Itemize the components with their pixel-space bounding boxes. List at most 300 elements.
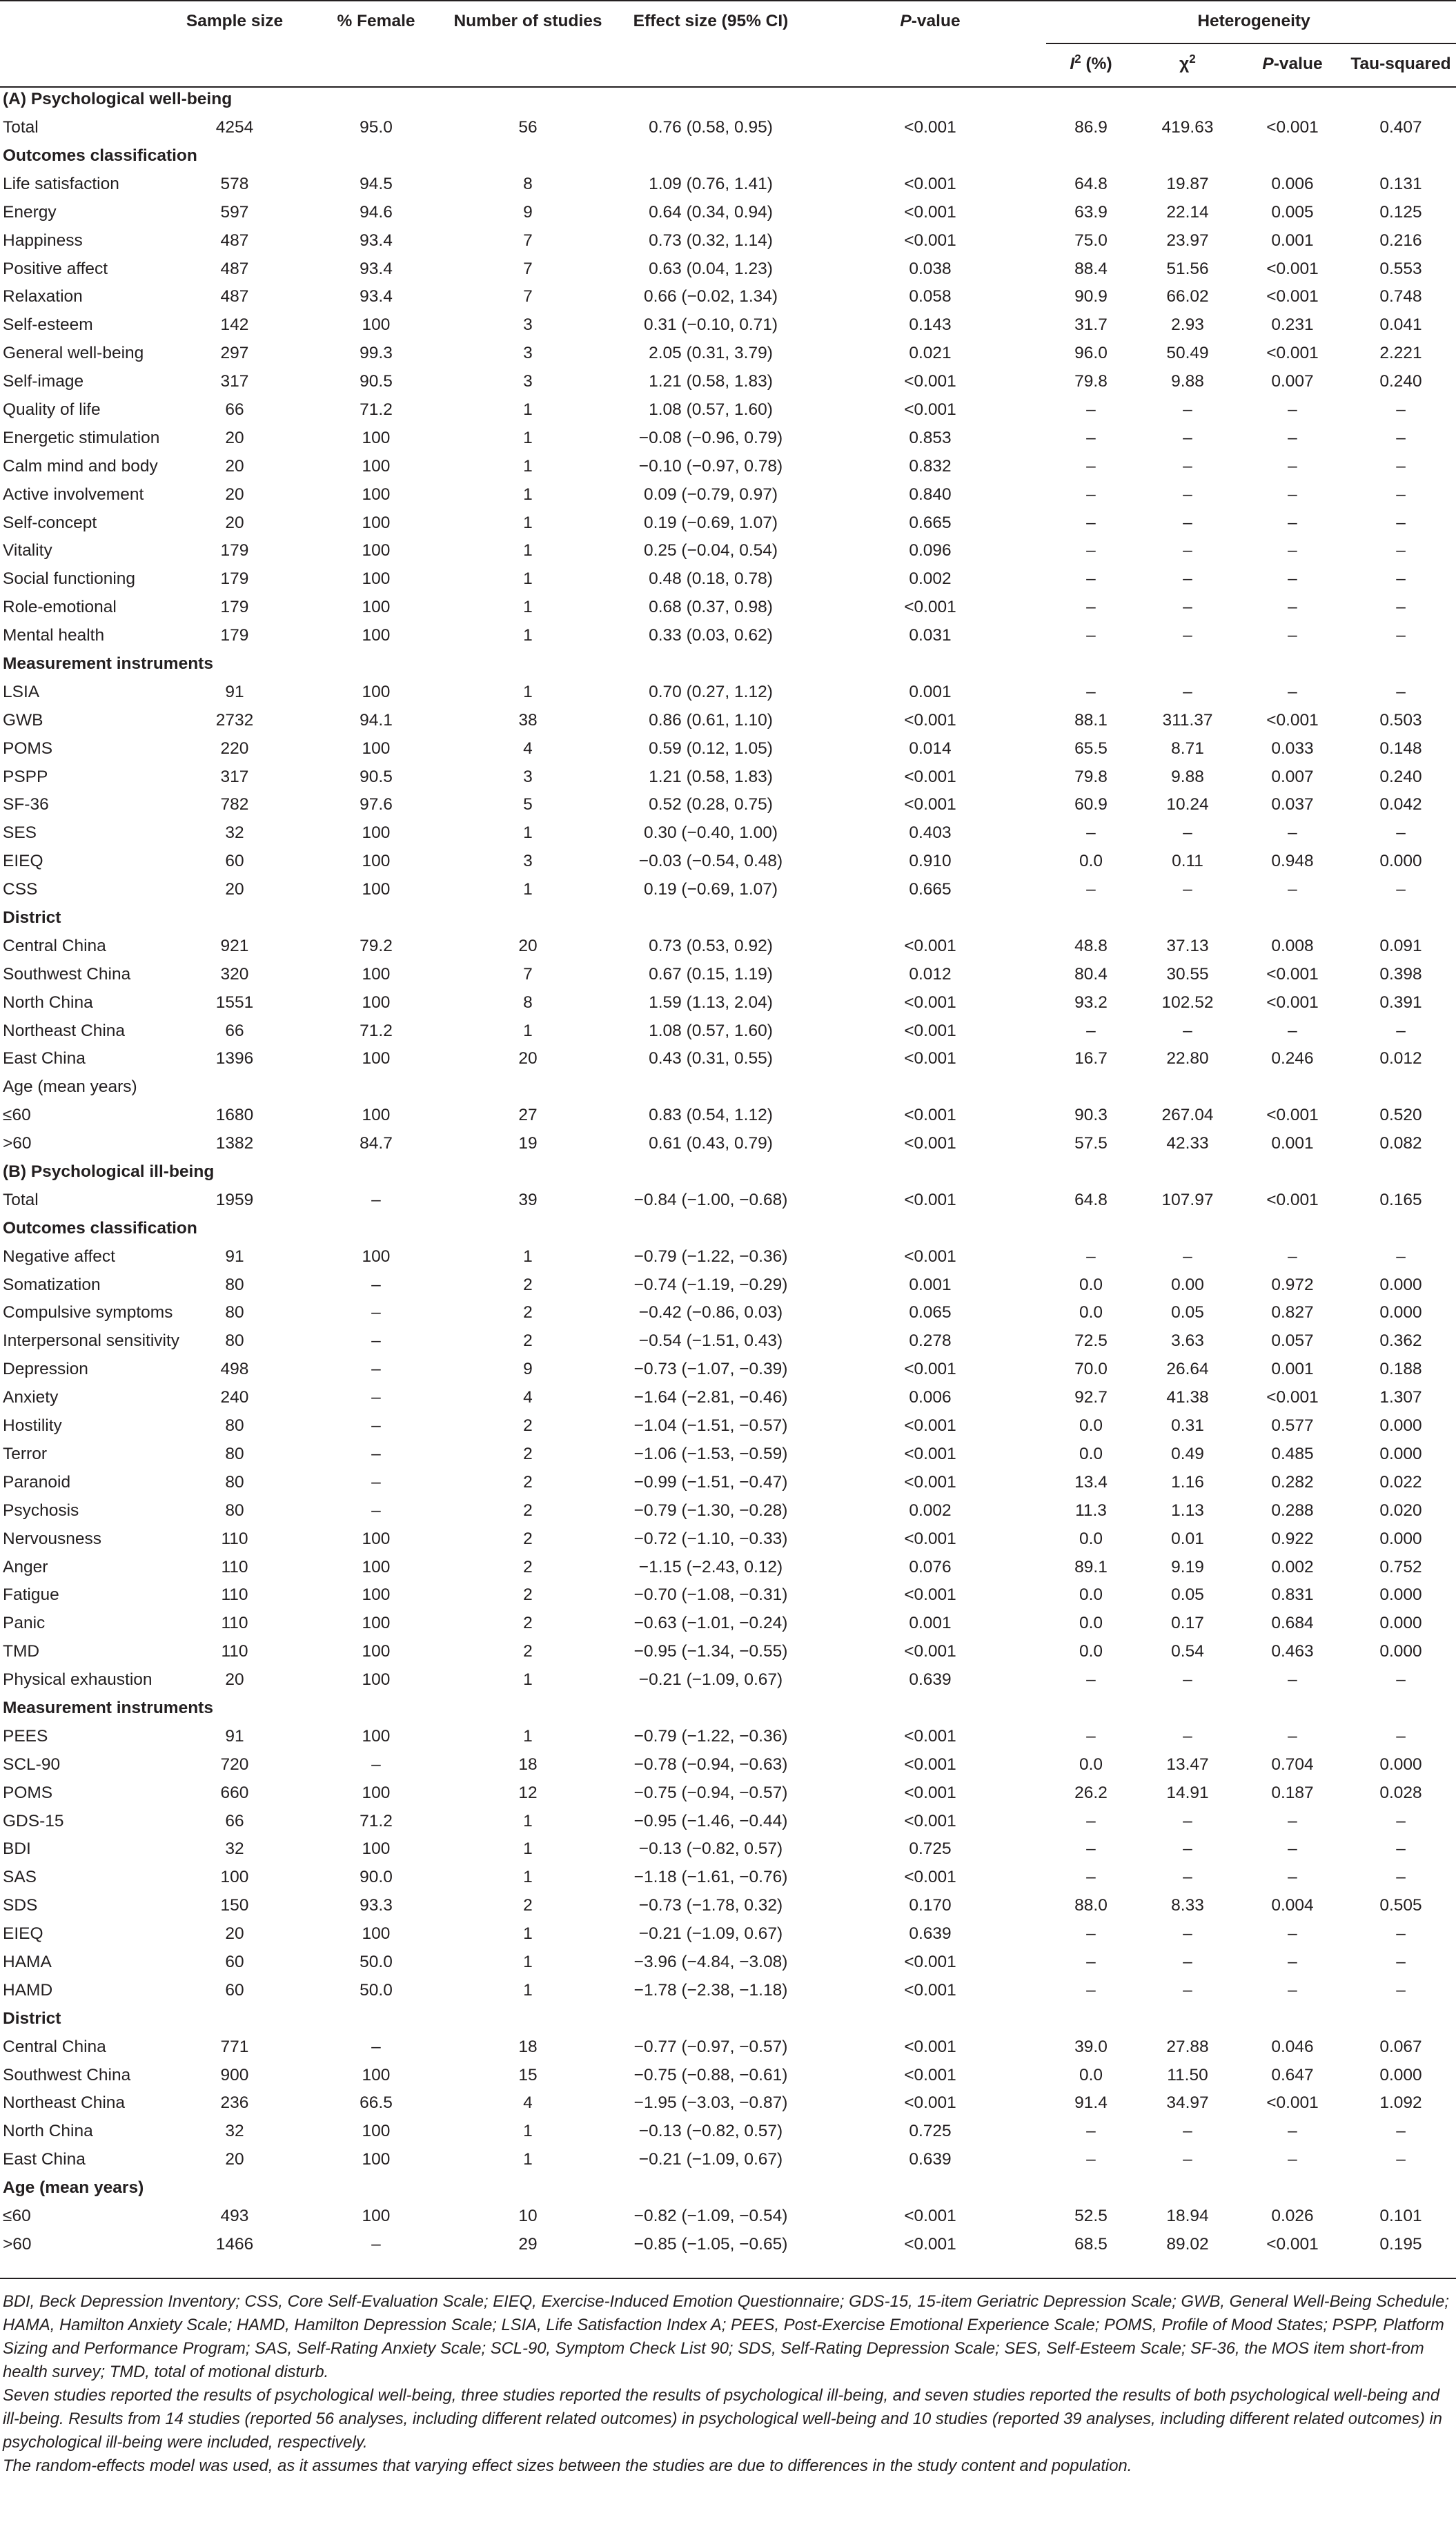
cell-effect-size: 0.64 (0.34, 0.94) (649, 202, 773, 222)
col-i2: $I^2$ (%) (1070, 51, 1112, 73)
cell-p-value: 0.278 (909, 1331, 952, 1351)
cell-tau-squared: 0.195 (1379, 2234, 1422, 2254)
cell-tau-squared: 0.362 (1379, 1331, 1422, 1351)
cell-i2: – (1086, 1952, 1096, 1971)
cell-sample-size: 179 (220, 541, 249, 560)
cell-sample-size: 80 (225, 1472, 244, 1492)
cell-sample-size: 487 (220, 231, 249, 250)
cell-het-p-value: 0.002 (1271, 1557, 1314, 1576)
table-row (0, 1045, 1456, 1073)
cell-female: – (371, 1275, 381, 1294)
cell-studies: 1 (523, 880, 533, 899)
cell-p-value: <0.001 (904, 2093, 956, 2113)
cell-effect-size: −1.04 (−1.51, −0.57) (633, 1416, 788, 1436)
cell-p-value: 0.665 (909, 880, 952, 899)
cell-female: 93.4 (360, 287, 393, 306)
table-row (0, 114, 1456, 142)
cell-i2: 75.0 (1074, 231, 1108, 250)
cell-studies: 2 (523, 1642, 533, 1661)
section-label: Measurement instruments (3, 654, 213, 673)
cell-studies: 2 (523, 1444, 533, 1463)
cell-tau-squared: – (1396, 456, 1406, 476)
cell-female: 100 (362, 682, 391, 701)
cell-p-value: 0.001 (909, 1275, 952, 1294)
cell-het-p-value: – (1288, 823, 1297, 843)
cell-effect-size: 0.61 (0.43, 0.79) (649, 1134, 773, 1153)
cell-studies: 10 (518, 2206, 538, 2225)
cell-chi2: 26.64 (1166, 1360, 1209, 1379)
cell-effect-size: −0.74 (−1.19, −0.29) (633, 1275, 788, 1294)
cell-p-value: <0.001 (904, 1726, 956, 1746)
cell-effect-size: 0.31 (−0.10, 0.71) (643, 315, 778, 335)
cell-studies: 1 (523, 1952, 533, 1971)
cell-i2: 68.5 (1074, 2234, 1108, 2254)
cell-chi2: 89.02 (1166, 2234, 1209, 2254)
table-footnotes (3, 2290, 1449, 2478)
table-row (0, 453, 1456, 481)
cell-female: 100 (362, 2206, 391, 2225)
cell-het-p-value: – (1288, 2150, 1297, 2169)
cell-effect-size: −0.13 (−0.82, 0.57) (638, 2122, 783, 2141)
cell-chi2: 13.47 (1166, 1755, 1209, 1774)
cell-tau-squared: – (1396, 1811, 1406, 1830)
cell-chi2: 41.38 (1166, 1388, 1209, 1407)
cell-tau-squared: – (1396, 598, 1406, 617)
cell-effect-size: −0.70 (−1.08, −0.31) (633, 1585, 788, 1605)
cell-female: – (371, 1416, 381, 1436)
cell-sample-size: 66 (225, 400, 244, 419)
row-label: EIEQ (3, 852, 43, 871)
cell-tau-squared: 0.041 (1379, 315, 1422, 335)
cell-i2: 63.9 (1074, 202, 1108, 222)
cell-female: 97.6 (360, 795, 393, 814)
cell-het-p-value: – (1288, 456, 1297, 476)
cell-tau-squared: – (1396, 1952, 1406, 1971)
cell-studies: 12 (518, 1783, 538, 1802)
table-row (0, 1920, 1456, 1948)
cell-p-value: 0.910 (909, 852, 952, 871)
cell-female: 100 (362, 1247, 391, 1266)
cell-chi2: 34.97 (1166, 2093, 1209, 2113)
cell-studies: 20 (518, 1049, 538, 1068)
cell-female: – (371, 1303, 381, 1322)
cell-i2: 48.8 (1074, 936, 1108, 955)
cell-chi2: 3.63 (1171, 1331, 1204, 1351)
cell-effect-size: −0.75 (−0.94, −0.57) (633, 1783, 788, 1802)
cell-female: 100 (362, 541, 391, 560)
cell-chi2: 1.16 (1171, 1472, 1204, 1492)
cell-p-value: 0.002 (909, 569, 952, 589)
cell-studies: 1 (523, 456, 533, 476)
cell-p-value: <0.001 (904, 1360, 956, 1379)
cell-effect-size: 0.43 (0.31, 0.55) (649, 1049, 773, 1068)
table-row (0, 1666, 1456, 1694)
cell-studies: 2 (523, 1501, 533, 1520)
cell-effect-size: −1.15 (−2.43, 0.12) (638, 1557, 783, 1576)
row-label: Positive affect (3, 259, 108, 278)
cell-effect-size: −0.79 (−1.30, −0.28) (633, 1501, 788, 1520)
cell-het-p-value: <0.001 (1266, 344, 1319, 363)
cell-tau-squared: 2.221 (1379, 344, 1422, 363)
cell-chi2: 19.87 (1166, 174, 1209, 193)
cell-i2: 0.0 (1079, 1529, 1103, 1548)
cell-tau-squared: 0.000 (1379, 1755, 1422, 1774)
cell-sample-size: 179 (220, 598, 249, 617)
cell-female: 95.0 (360, 118, 393, 137)
col-female: % Female (337, 11, 415, 30)
cell-effect-size: 0.66 (−0.02, 1.34) (643, 287, 778, 306)
cell-chi2: 37.13 (1166, 936, 1209, 955)
row-label: >60 (3, 2234, 32, 2254)
cell-chi2: 8.33 (1171, 1896, 1204, 1915)
cell-i2: 0.0 (1079, 1755, 1103, 1774)
cell-p-value: <0.001 (904, 2037, 956, 2056)
cell-sample-size: 179 (220, 569, 249, 589)
cell-studies: 2 (523, 1416, 533, 1436)
cell-p-value: 0.006 (909, 1388, 952, 1407)
cell-female: – (371, 1501, 381, 1520)
cell-p-value: 0.012 (909, 964, 952, 984)
cell-studies: 2 (523, 1585, 533, 1605)
table-row (0, 678, 1456, 707)
cell-studies: 15 (518, 2065, 538, 2084)
section-row (0, 1158, 1456, 1186)
table-row (0, 1356, 1456, 1384)
cell-female: – (371, 1190, 381, 1209)
cell-sample-size: 921 (220, 936, 249, 955)
cell-sample-size: 142 (220, 315, 249, 335)
table-row (0, 989, 1456, 1017)
table-row (0, 1948, 1456, 1977)
cell-tau-squared: 1.092 (1379, 2093, 1422, 2113)
cell-studies: 1 (523, 598, 533, 617)
row-label: Southwest China (3, 2065, 131, 2084)
cell-effect-size: −0.79 (−1.22, −0.36) (633, 1247, 788, 1266)
row-label: Total (3, 1190, 39, 1209)
col-het-p-value: P-value (1262, 54, 1323, 73)
cell-i2: – (1086, 598, 1096, 617)
cell-female: 100 (362, 1557, 391, 1576)
cell-female: 66.5 (360, 2093, 393, 2113)
cell-het-p-value: – (1288, 1952, 1297, 1971)
table-row (0, 226, 1456, 255)
cell-i2: 96.0 (1074, 344, 1108, 363)
cell-het-p-value: 0.704 (1271, 1755, 1314, 1774)
cell-i2: – (1086, 1924, 1096, 1944)
row-label: Panic (3, 1614, 46, 1633)
cell-effect-size: −0.73 (−1.78, 0.32) (638, 1896, 783, 1915)
table-row (0, 170, 1456, 199)
cell-het-p-value: – (1288, 1021, 1297, 1040)
cell-p-value: <0.001 (904, 1021, 956, 1040)
cell-i2: – (1086, 1980, 1096, 2000)
cell-chi2: 9.88 (1171, 372, 1204, 391)
cell-effect-size: 0.63 (0.04, 1.23) (649, 259, 773, 278)
cell-chi2: – (1183, 1247, 1192, 1266)
cell-effect-size: −0.95 (−1.34, −0.55) (633, 1642, 788, 1661)
cell-effect-size: 1.21 (0.58, 1.83) (649, 372, 773, 391)
cell-studies: 1 (523, 541, 533, 560)
cell-tau-squared: – (1396, 541, 1406, 560)
cell-sample-size: 297 (220, 344, 249, 363)
cell-chi2: 18.94 (1166, 2206, 1209, 2225)
cell-female: 90.5 (360, 767, 393, 786)
col-effect: Effect size (95% CI) (633, 11, 789, 30)
cell-het-p-value: – (1288, 626, 1297, 645)
header-row-1 (0, 0, 1456, 43)
cell-sample-size: 91 (225, 1726, 244, 1746)
table-row (0, 2231, 1456, 2259)
cell-effect-size: −0.95 (−1.46, −0.44) (633, 1811, 788, 1830)
cell-chi2: – (1183, 1670, 1192, 1690)
cell-female: 50.0 (360, 1952, 393, 1971)
cell-p-value: <0.001 (904, 993, 956, 1012)
cell-i2: 16.7 (1074, 1049, 1108, 1068)
cell-chi2: 11.50 (1167, 2065, 1208, 2084)
cell-chi2: 0.00 (1171, 1275, 1204, 1294)
cell-studies: 5 (523, 795, 533, 814)
cell-female: 100 (362, 2122, 391, 2141)
cell-tau-squared: 0.000 (1379, 1303, 1422, 1322)
cell-i2: – (1086, 2122, 1096, 2141)
cell-sample-size: 317 (220, 767, 249, 786)
cell-studies: 9 (523, 202, 533, 222)
cell-i2: 64.8 (1074, 174, 1108, 193)
cell-chi2: – (1183, 1021, 1192, 1040)
cell-p-value: <0.001 (904, 1811, 956, 1830)
cell-effect-size: 0.19 (−0.69, 1.07) (643, 513, 778, 532)
table-row (0, 1384, 1456, 1412)
cell-het-p-value: 0.288 (1271, 1501, 1314, 1520)
cell-tau-squared: 0.216 (1379, 231, 1422, 250)
row-label: EIEQ (3, 1924, 43, 1944)
cell-p-value: <0.001 (904, 767, 956, 786)
cell-effect-size: −0.78 (−0.94, −0.63) (633, 1755, 788, 1774)
cell-tau-squared: 0.240 (1379, 372, 1422, 391)
table-row (0, 1553, 1456, 1581)
cell-sample-size: 80 (225, 1501, 244, 1520)
cell-p-value: 0.143 (909, 315, 952, 335)
table-row (0, 1271, 1456, 1299)
cell-female: 100 (362, 1585, 391, 1605)
cell-chi2: – (1183, 2122, 1192, 2141)
cell-effect-size: 0.48 (0.18, 0.78) (649, 569, 773, 589)
cell-female: 100 (362, 1726, 391, 1746)
cell-studies: 2 (523, 1614, 533, 1633)
cell-het-p-value: – (1288, 1868, 1297, 1887)
cell-p-value: <0.001 (904, 1529, 956, 1548)
cell-chi2: 22.80 (1166, 1049, 1209, 1068)
cell-female: 71.2 (360, 1021, 393, 1040)
cell-female: 100 (362, 598, 391, 617)
row-label: >60 (3, 1134, 32, 1153)
cell-female: 100 (362, 1783, 391, 1802)
table-row (0, 1469, 1456, 1497)
cell-studies: 2 (523, 1896, 533, 1915)
cell-het-p-value: 0.007 (1271, 372, 1314, 391)
cell-effect-size: −0.79 (−1.22, −0.36) (633, 1726, 788, 1746)
cell-het-p-value: – (1288, 513, 1297, 532)
cell-i2: 0.0 (1079, 1614, 1103, 1633)
cell-sample-size: 320 (220, 964, 249, 984)
cell-female: – (371, 1388, 381, 1407)
cell-effect-size: 0.52 (0.28, 0.75) (649, 795, 773, 814)
cell-sample-size: 179 (220, 626, 249, 645)
cell-female: 100 (362, 1529, 391, 1548)
cell-studies: 20 (518, 936, 538, 955)
cell-studies: 2 (523, 1303, 533, 1322)
cell-tau-squared: 0.022 (1379, 1472, 1422, 1492)
cell-het-p-value: – (1288, 1924, 1297, 1944)
cell-p-value: <0.001 (904, 1585, 956, 1605)
table-bottom-rule (0, 2278, 1456, 2279)
cell-studies: 1 (523, 1924, 533, 1944)
row-label: Interpersonal sensitivity (3, 1331, 180, 1351)
row-label: SES (3, 823, 37, 843)
cell-effect-size: −1.95 (−3.03, −0.87) (633, 2093, 788, 2113)
cell-studies: 3 (523, 767, 533, 786)
table-row (0, 848, 1456, 876)
row-label: Physical exhaustion (3, 1670, 153, 1690)
cell-i2: 90.3 (1074, 1106, 1108, 1125)
cell-chi2: 23.97 (1166, 231, 1209, 250)
cell-tau-squared: 0.148 (1379, 739, 1422, 758)
table-row (0, 424, 1456, 453)
cell-chi2: 0.17 (1171, 1614, 1204, 1633)
row-label: Anxiety (3, 1388, 59, 1407)
row-label: Relaxation (3, 287, 83, 306)
row-label: Terror (3, 1444, 47, 1463)
section-label: Age (mean years) (3, 2178, 144, 2198)
cell-effect-size: −0.85 (−1.05, −0.65) (633, 2234, 788, 2254)
cell-i2: 90.9 (1074, 287, 1108, 306)
cell-het-p-value: – (1288, 598, 1297, 617)
cell-female: 100 (362, 964, 391, 984)
cell-tau-squared: 0.067 (1379, 2037, 1422, 2056)
cell-p-value: <0.001 (904, 1868, 956, 1887)
cell-tau-squared: – (1396, 485, 1406, 504)
cell-sample-size: 32 (225, 2122, 244, 2141)
cell-studies: 1 (523, 1980, 533, 2000)
row-label: Mental health (3, 626, 105, 645)
cell-sample-size: 1551 (215, 993, 254, 1012)
cell-i2: – (1086, 1670, 1096, 1690)
cell-effect-size: 1.08 (0.57, 1.60) (649, 400, 773, 419)
cell-studies: 1 (523, 2150, 533, 2169)
cell-p-value: <0.001 (904, 598, 956, 617)
cell-het-p-value: 0.033 (1271, 739, 1314, 758)
cell-tau-squared: – (1396, 823, 1406, 843)
row-label: East China (3, 1049, 86, 1068)
cell-effect-size: −0.72 (−1.10, −0.33) (633, 1529, 788, 1548)
cell-studies: 1 (523, 823, 533, 843)
cell-i2: – (1086, 541, 1096, 560)
cell-sample-size: 487 (220, 287, 249, 306)
cell-het-p-value: 0.004 (1271, 1896, 1314, 1915)
cell-het-p-value: 0.463 (1271, 1642, 1314, 1661)
cell-effect-size: 2.05 (0.31, 3.79) (649, 344, 773, 363)
row-label: GWB (3, 710, 43, 730)
cell-p-value: <0.001 (904, 1755, 956, 1774)
table-row (0, 2089, 1456, 2118)
cell-sample-size: 1466 (215, 2234, 254, 2254)
section-label: District (3, 2009, 61, 2028)
cell-female: 90.0 (360, 1868, 393, 1887)
group-label: Age (mean years) (3, 1077, 137, 1097)
table-row (0, 1327, 1456, 1356)
row-label: SAS (3, 1868, 37, 1887)
cell-studies: 1 (523, 1726, 533, 1746)
cell-female: 100 (362, 1049, 391, 1068)
cell-het-p-value: 0.006 (1271, 174, 1314, 193)
cell-sample-size: 20 (225, 1670, 244, 1690)
cell-female: 93.4 (360, 259, 393, 278)
cell-tau-squared: – (1396, 626, 1406, 645)
cell-het-p-value: 0.008 (1271, 936, 1314, 955)
cell-i2: 11.3 (1075, 1501, 1107, 1520)
cell-female: 99.3 (360, 344, 393, 363)
col-heterogeneity: Heterogeneity (1197, 11, 1310, 30)
cell-chi2: – (1183, 598, 1192, 617)
row-label: Self-image (3, 372, 84, 391)
cell-chi2: 66.02 (1166, 287, 1209, 306)
cell-studies: 18 (518, 2037, 538, 2056)
cell-i2: – (1086, 2150, 1096, 2169)
row-label: Energy (3, 202, 57, 222)
cell-p-value: <0.001 (904, 1247, 956, 1266)
cell-female: 50.0 (360, 1980, 393, 2000)
cell-chi2: – (1183, 2150, 1192, 2169)
cell-sample-size: 20 (225, 2150, 244, 2169)
cell-chi2: – (1183, 823, 1192, 843)
cell-i2: 64.8 (1074, 1190, 1108, 1209)
table-row (0, 707, 1456, 735)
cell-tau-squared: – (1396, 1868, 1406, 1887)
row-label: Southwest China (3, 964, 131, 984)
cell-sample-size: 1680 (215, 1106, 254, 1125)
cell-female: 100 (362, 823, 391, 843)
table-row (0, 1807, 1456, 1835)
cell-studies: 19 (518, 1134, 538, 1153)
cell-het-p-value: <0.001 (1266, 964, 1319, 984)
cell-chi2: 42.33 (1166, 1134, 1209, 1153)
cell-p-value: <0.001 (904, 1134, 956, 1153)
cell-chi2: – (1183, 626, 1192, 645)
section-row (0, 1694, 1456, 1723)
cell-chi2: – (1183, 1924, 1192, 1944)
cell-studies: 4 (523, 1388, 533, 1407)
cell-effect-size: 0.70 (0.27, 1.12) (649, 682, 773, 701)
row-label: Central China (3, 2037, 106, 2056)
cell-tau-squared: 0.000 (1379, 1444, 1422, 1463)
cell-effect-size: −3.96 (−4.84, −3.08) (633, 1952, 788, 1971)
cell-studies: 1 (523, 1839, 533, 1859)
table-row (0, 2061, 1456, 2089)
cell-het-p-value: 0.001 (1271, 231, 1314, 250)
cell-i2: – (1086, 428, 1096, 447)
cell-tau-squared: 0.012 (1379, 1049, 1422, 1068)
cell-effect-size: −1.78 (−2.38, −1.18) (633, 1980, 788, 2000)
row-label: LSIA (3, 682, 40, 701)
cell-p-value: 0.639 (909, 2150, 952, 2169)
cell-p-value: 0.001 (909, 682, 952, 701)
table-row (0, 1102, 1456, 1130)
cell-studies: 1 (523, 1021, 533, 1040)
cell-chi2: 10.24 (1166, 795, 1209, 814)
table-row (0, 480, 1456, 509)
cell-effect-size: −1.64 (−2.81, −0.46) (633, 1388, 788, 1407)
cell-studies: 3 (523, 372, 533, 391)
